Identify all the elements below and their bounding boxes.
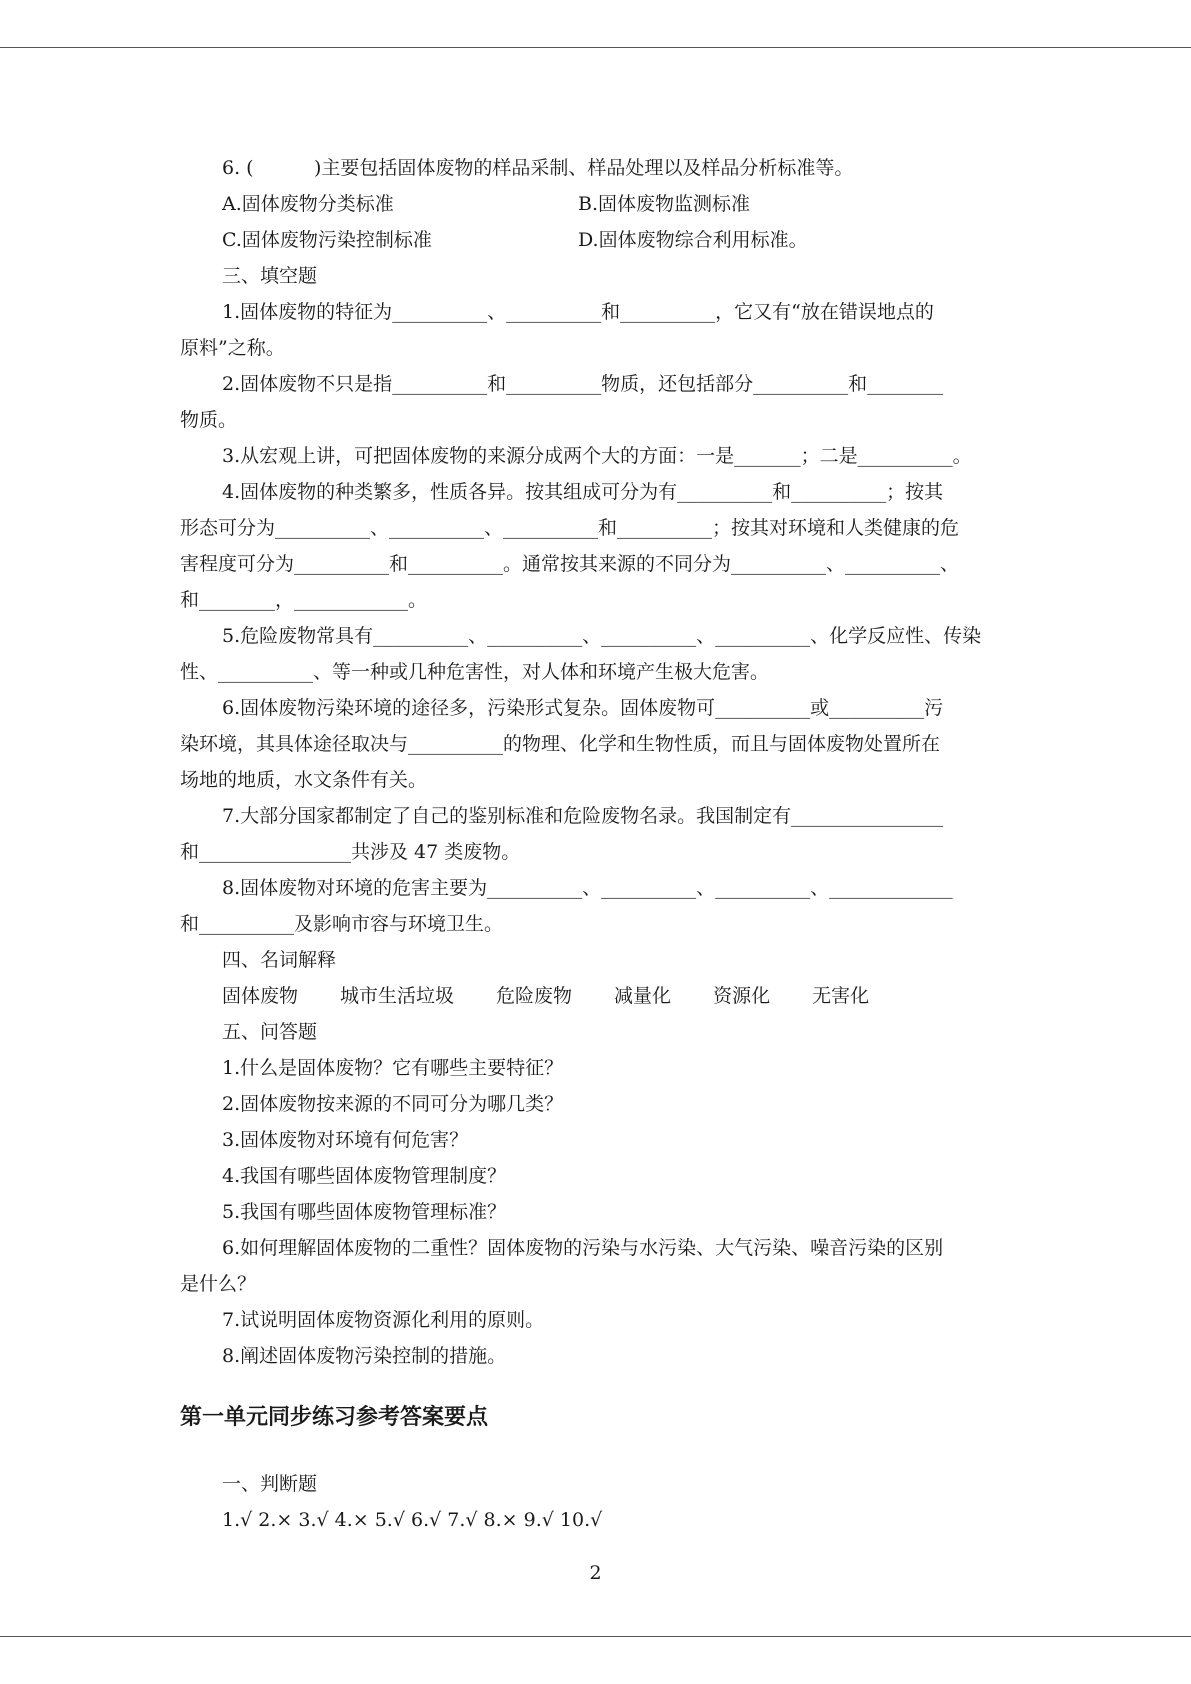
term-item: 减量化 xyxy=(614,985,672,1007)
fill-line: 害程度可分为__________和__________。通常按其来源的不同分为__________、__________、 xyxy=(180,553,960,575)
term-item: 无害化 xyxy=(812,985,870,1007)
term-item: 资源化 xyxy=(713,985,771,1007)
qa-line: 6.如何理解固体废物的二重性？固体废物的污染与水污染、大气污染、噪音污染的区别 xyxy=(222,1237,944,1259)
qa-line: 4.我国有哪些固体废物管理制度？ xyxy=(222,1165,507,1187)
header-rule xyxy=(0,47,1191,48)
section-qa-title: 五、问答题 xyxy=(222,1021,318,1043)
q6-stem: 6. ( )主要包括固体废物的样品采制、样品处理以及样品分析标准等。 xyxy=(222,157,854,179)
qa-line: 5.我国有哪些固体废物管理标准？ xyxy=(222,1201,507,1223)
qa-line: 1.什么是固体废物？它有哪些主要特征？ xyxy=(222,1057,564,1079)
document-body xyxy=(180,150,1013,1538)
q6-option-d: D.固体废物综合利用标准。 xyxy=(578,229,808,251)
fill-line: 2.固体废物不只是指__________和__________物质，还包括部分__________和________ xyxy=(222,373,944,395)
section-terms-title: 四、名词解释 xyxy=(222,949,337,971)
q6-options-row-1 xyxy=(180,186,1013,222)
qa-line: 2.固体废物按来源的不同可分为哪几类？ xyxy=(222,1093,564,1115)
fill-line: 1.固体废物的特征为__________、__________和__________，它又有“放在错误地点的 xyxy=(222,301,934,323)
fill-line: 原料”之称。 xyxy=(180,337,285,359)
fill-line: 和________________共涉及 47 类废物。 xyxy=(180,841,521,863)
q6-option-a: A.固体废物分类标准 xyxy=(222,193,394,215)
fill-line: 7.大部分国家都制定了自己的鉴别标准和危险废物名录。我国制定有________________ xyxy=(222,805,944,827)
footer-rule xyxy=(0,1636,1191,1637)
section-fill-title: 三、填空题 xyxy=(222,265,318,287)
qa-line: 7.试说明固体废物资源化利用的原则。 xyxy=(222,1309,545,1331)
fill-in-questions xyxy=(180,294,1013,942)
term-item: 危险废物 xyxy=(496,985,573,1007)
q6-option-b: B.固体废物监测标准 xyxy=(578,193,751,215)
fill-line: 8.固体废物对环境的危害主要为__________、__________、__________、_____________ xyxy=(222,877,953,899)
fill-line: 性、__________、等一种或几种危害性，对人体和环境产生极大危害。 xyxy=(180,661,770,683)
answer-heading: 第一单元同步练习参考答案要点 xyxy=(180,1405,489,1430)
fill-line: 和__________及影响市容与环境卫生。 xyxy=(180,913,504,935)
fill-line: 形态可分为__________、__________、__________和__________；按其对环境和人类健康的危 xyxy=(180,517,960,539)
fill-line: 染环境，其具体途径取决与__________的物理、化学和生物性质，而且与固体废物处置所在 xyxy=(180,733,941,755)
qa-line: 3.固体废物对环境有何危害？ xyxy=(222,1129,469,1151)
qa-questions xyxy=(180,1050,1013,1374)
fill-line: 5.危险废物常具有__________、__________、__________、__________、化学反应性、传染 xyxy=(222,625,982,647)
fill-line: 6.固体废物污染环境的途径多，污染形式复杂。固体废物可__________或__________污 xyxy=(222,697,944,719)
qa-line: 8.阐述固体废物污染控制的措施。 xyxy=(222,1345,507,1367)
fill-line: 物质。 xyxy=(180,409,238,431)
page-number: 2 xyxy=(589,1562,602,1584)
fill-line: 和________，____________。 xyxy=(180,589,428,611)
term-item: 城市生活垃圾 xyxy=(340,985,455,1007)
q6-options-row-2 xyxy=(180,222,1013,258)
fill-line: 4.固体废物的种类繁多，性质各异。按其组成可分为有__________和__________；按其 xyxy=(222,481,944,503)
answer-line: 1.√ 2.× 3.√ 4.× 5.√ 6.√ 7.√ 8.× 9.√ 10.√ xyxy=(222,1509,603,1531)
fill-line: 场地的地质，水文条件有关。 xyxy=(180,769,428,791)
qa-line: 是什么？ xyxy=(180,1273,257,1295)
terms-list xyxy=(180,978,1013,1014)
fill-line: 3.从宏观上讲，可把固体废物的来源分成两个大的方面：一是_______；二是__________。 xyxy=(222,445,972,467)
term-item: 固体废物 xyxy=(222,985,299,1007)
q6-option-c: C.固体废物污染控制标准 xyxy=(222,229,432,251)
answer-section-title: 一、判断题 xyxy=(222,1473,318,1495)
